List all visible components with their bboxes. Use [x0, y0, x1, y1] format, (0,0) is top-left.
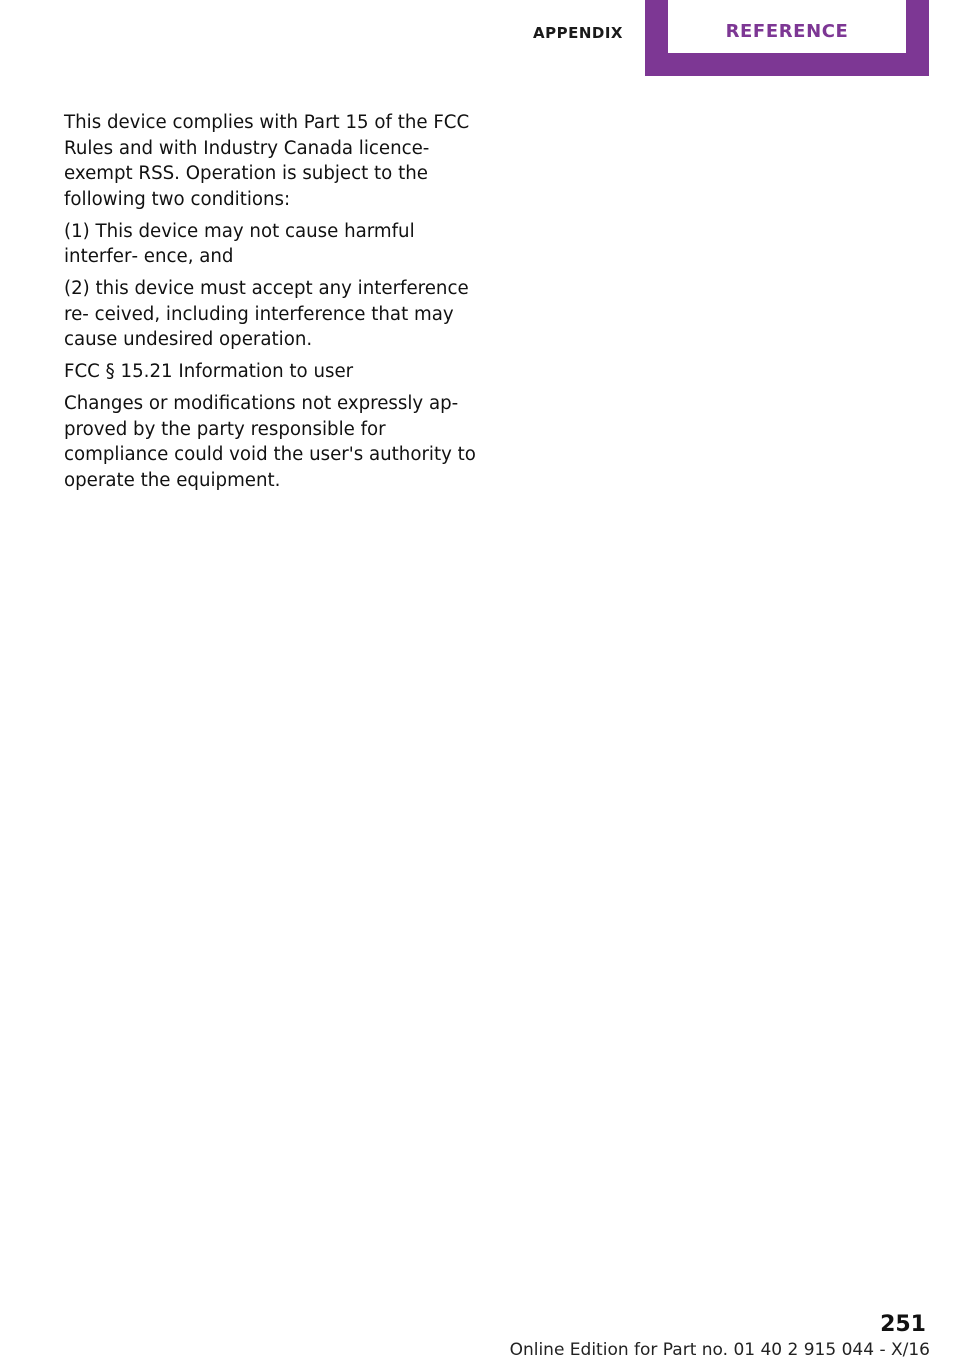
main-content	[64, 110, 494, 500]
paragraph-modifications-warning: Changes or modifications not expressly ap‐ proved by the party responsible for compliance could void the user's authority to operate the equipment.	[64, 393, 476, 491]
header-chapter-label: REFERENCE	[725, 21, 849, 42]
paragraph-condition-2: (2) this device must accept any interference re‐ ceived, including interference that may cause undesired operation.	[64, 278, 469, 350]
paragraph-condition-1: (1) This device may not cause harmful interfer‐ ence, and	[64, 220, 415, 267]
page-number: 251	[880, 1312, 926, 1337]
footer-edition: Online Edition for Part no. 01 40 2 915 044 - X/16	[509, 1340, 930, 1360]
paragraph-fcc-compliance: This device complies with Part 15 of the FCC Rules and with Industry Canada licence-exempt RSS. Operation is subject to the following two conditions:	[64, 112, 470, 210]
paragraph-fcc-15-21-heading: FCC § 15.21 Information to user	[64, 361, 354, 382]
header-section-label: APPENDIX	[533, 24, 623, 42]
header-chapter-tab	[645, 0, 929, 76]
header-chapter-tab-inner	[668, 0, 906, 53]
